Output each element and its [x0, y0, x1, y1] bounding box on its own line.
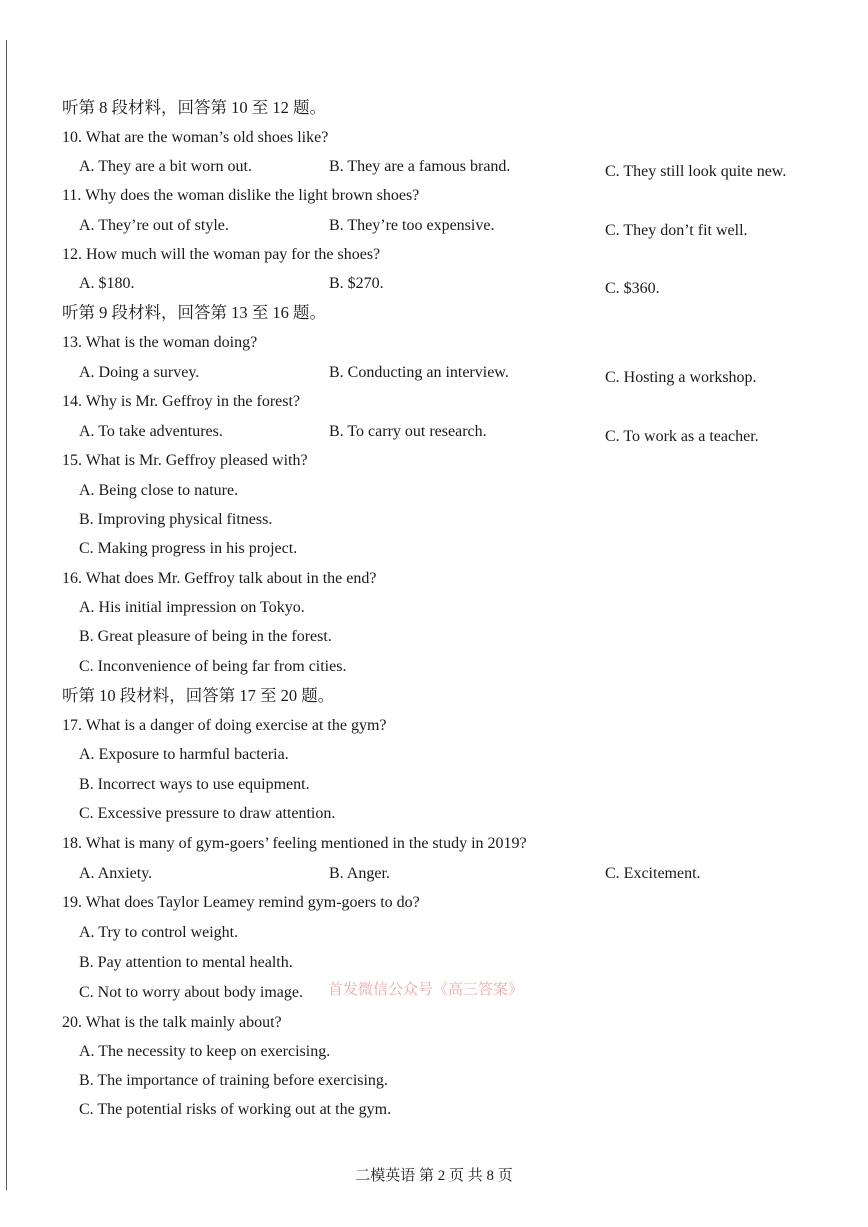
question-15-option-a: A. Being close to nature. — [79, 482, 239, 499]
question-20-option-b: B. The importance of training before exercising. — [79, 1072, 388, 1089]
question-14-option-a: A. To take adventures. — [79, 423, 223, 440]
page-footer: 二模英语 第 2 页 共 8 页 — [355, 1168, 513, 1184]
question-18-option-b: B. Anger. — [329, 865, 390, 882]
question-19-option-a: A. Try to control weight. — [79, 924, 239, 941]
question-14: 14. Why is Mr. Geffroy in the forest? — [62, 393, 301, 410]
question-17-option-a: A. Exposure to harmful bacteria. — [79, 746, 289, 763]
question-17-option-c: C. Excessive pressure to draw attention. — [79, 805, 336, 822]
left-margin-rule — [6, 40, 7, 1190]
question-12-option-c: C. $360. — [605, 280, 660, 297]
section-heading-10: 听第 10 段材料，回答第 17 至 20 题。 — [62, 686, 335, 705]
question-15: 15. What is Mr. Geffroy pleased with? — [62, 452, 308, 469]
question-11-option-b: B. They’re too expensive. — [329, 217, 495, 234]
section-heading-8: 听第 8 段材料，回答第 10 至 12 题。 — [62, 98, 326, 117]
question-11-option-a: A. They’re out of style. — [79, 217, 229, 234]
question-20-option-c: C. The potential risks of working out at the gym. — [79, 1101, 392, 1118]
question-11: 11. Why does the woman dislike the light brown shoes? — [62, 187, 420, 204]
question-13-option-c: C. Hosting a workshop. — [605, 369, 757, 386]
question-14-option-b: B. To carry out research. — [329, 423, 487, 440]
question-18: 18. What is many of gym-goers’ feeling mentioned in the study in 2019? — [62, 835, 527, 852]
question-10: 10. What are the woman’s old shoes like? — [62, 129, 329, 146]
question-20-option-a: A. The necessity to keep on exercising. — [79, 1043, 331, 1060]
question-14-option-c: C. To work as a teacher. — [605, 428, 759, 445]
question-11-option-c: C. They don’t fit well. — [605, 222, 748, 239]
section-heading-9: 听第 9 段材料，回答第 13 至 16 题。 — [62, 303, 326, 322]
question-15-option-b: B. Improving physical fitness. — [79, 511, 273, 528]
question-10-option-a: A. They are a bit worn out. — [79, 158, 252, 175]
question-13: 13. What is the woman doing? — [62, 334, 258, 351]
question-18-option-a: A. Anxiety. — [79, 865, 153, 882]
question-17: 17. What is a danger of doing exercise at the gym? — [62, 717, 387, 734]
question-13-option-b: B. Conducting an interview. — [329, 364, 509, 381]
question-10-option-c: C. They still look quite new. — [605, 163, 787, 180]
question-16-option-c: C. Inconvenience of being far from cities. — [79, 658, 347, 675]
question-16-option-a: A. His initial impression on Tokyo. — [79, 599, 305, 616]
question-13-option-a: A. Doing a survey. — [79, 364, 200, 381]
watermark: 首发微信公众号《高三答案》 — [328, 982, 524, 998]
question-10-option-b: B. They are a famous brand. — [329, 158, 511, 175]
question-15-option-c: C. Making progress in his project. — [79, 540, 298, 557]
question-12: 12. How much will the woman pay for the shoes? — [62, 246, 381, 263]
question-12-option-a: A. $180. — [79, 275, 135, 292]
question-19-option-b: B. Pay attention to mental health. — [79, 954, 293, 971]
question-19-option-c: C. Not to worry about body image. — [79, 984, 303, 1001]
question-16-option-b: B. Great pleasure of being in the forest. — [79, 628, 332, 645]
question-20: 20. What is the talk mainly about? — [62, 1014, 282, 1031]
question-16: 16. What does Mr. Geffroy talk about in the end? — [62, 570, 377, 587]
question-17-option-b: B. Incorrect ways to use equipment. — [79, 776, 310, 793]
question-12-option-b: B. $270. — [329, 275, 384, 292]
question-18-option-c: C. Excitement. — [605, 865, 701, 882]
question-19: 19. What does Taylor Leamey remind gym-goers to do? — [62, 894, 420, 911]
